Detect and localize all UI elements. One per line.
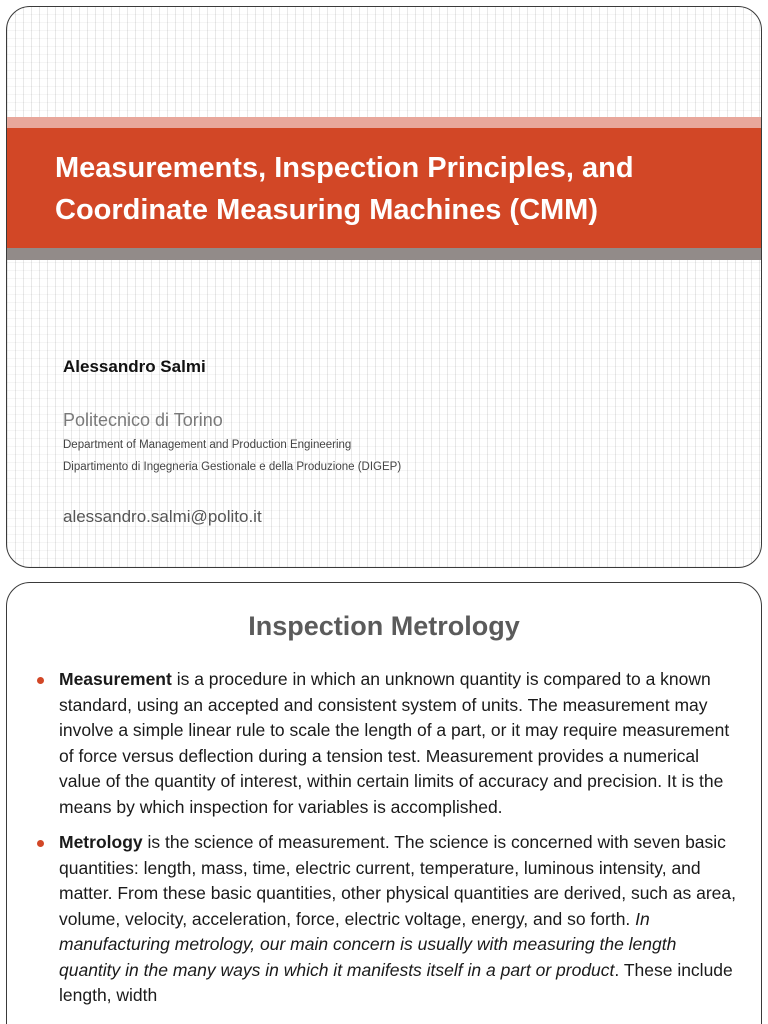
bullet-measurement <box>31 667 737 820</box>
title-band-shadow <box>7 248 761 260</box>
department-english: Department of Management and Production Engineering <box>63 439 352 451</box>
title-band-highlight <box>7 117 761 128</box>
presentation-title: Measurements, Inspection Principles, and Coordinate Measuring Machines (CMM) <box>55 152 634 226</box>
author-email: alessandro.salmi@polito.it <box>63 507 262 526</box>
title-slide <box>6 6 762 568</box>
department-italian: Dipartimento di Ingegneria Gestionale e della Produzione (DIGEP) <box>63 461 402 473</box>
content-slide <box>6 582 762 1024</box>
bullet-tail: . These include length, width <box>59 959 733 1005</box>
bullet-text: is the science of measurement. The science is concerned with seven basic quantities: length, mass, time, electric current, temperature, luminous intensity, and matter. From these basic quantities, other physical quantities are derived, such as area, volume, velocity, acceleration, force, electric voltage, energy, and so forth. <box>59 832 737 929</box>
bullet-term: Metrology <box>59 832 143 852</box>
bullet-text: is a procedure in which an unknown quantity is compared to a known standard, using an accepted and consistent system of units. The measurement may involve a simple linear rule to scale the length of a part, or it may require measurement of force versus deflection during a tension test. Measurement provides a numerical value of the quantity of interest, within certain limits of accuracy and precision. It is the means by which inspection for variables is accomplished. <box>59 669 730 817</box>
institution-name: Politecnico di Torino <box>63 410 223 430</box>
bullet-term: Measurement <box>59 669 172 689</box>
bullet-dot-icon <box>37 677 44 684</box>
bullet-emphasis: In manufacturing metrology, our main concern is usually with measuring the length quantity in the many ways in which it manifests itself in a part or product <box>59 908 677 980</box>
bullet-metrology <box>31 830 737 1009</box>
slide-title: Inspection Metrology <box>248 611 520 641</box>
author-name: Alessandro Salmi <box>63 357 206 376</box>
bullet-list <box>31 667 737 1019</box>
bullet-dot-icon <box>37 840 44 847</box>
